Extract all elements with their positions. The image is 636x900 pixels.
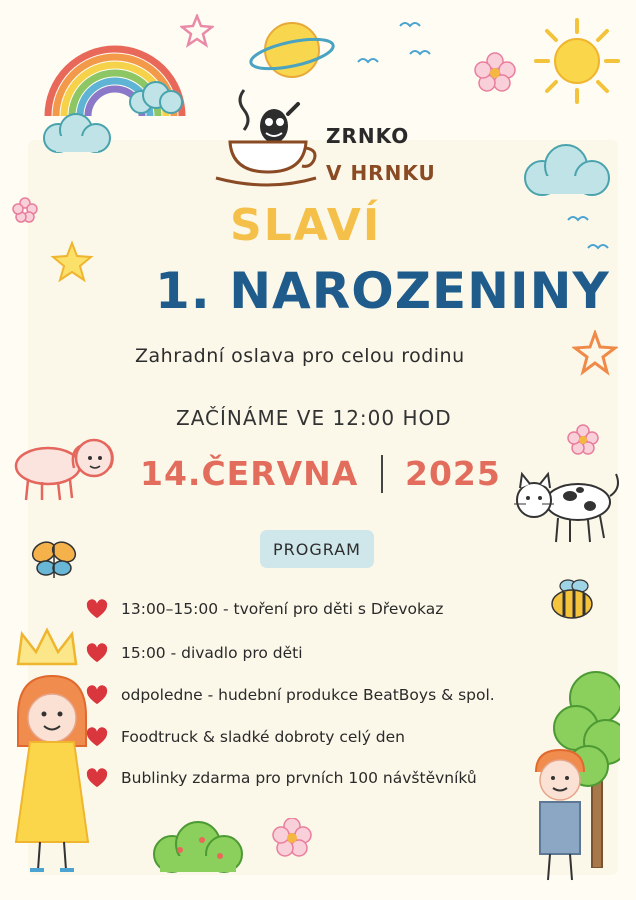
program-item-text: Bublinky zdarma pro prvních 100 návštěvníků <box>121 769 477 787</box>
butterfly-icon <box>30 534 78 586</box>
cat-icon <box>500 462 620 550</box>
event-year: 2025 <box>405 454 501 493</box>
date-divider <box>381 455 383 493</box>
planet-icon <box>248 10 336 90</box>
flower-icon <box>272 818 312 858</box>
list-item <box>86 594 443 624</box>
headline-slavi: SLAVÍ <box>230 200 382 251</box>
dog-icon <box>10 428 120 506</box>
flower-icon <box>567 424 599 456</box>
bird-icon <box>560 208 616 258</box>
cloud-icon <box>38 108 118 158</box>
bush-icon <box>150 820 246 876</box>
flower-icon <box>474 52 516 92</box>
heart-icon <box>86 598 108 620</box>
cloud-icon <box>520 140 616 206</box>
headline-narozeniny: 1. NAROZENINY <box>155 262 610 320</box>
logo-name-line2: V HRNKU <box>326 161 436 185</box>
bee-icon <box>548 576 596 622</box>
sun-icon <box>532 16 622 106</box>
cloud-icon <box>125 78 187 118</box>
flower-icon <box>12 197 38 223</box>
program-item-text: 15:00 - divadlo pro děti <box>121 644 303 662</box>
bird-icon <box>348 14 438 74</box>
list-item <box>86 680 495 710</box>
boy-icon <box>520 746 600 886</box>
program-item-text: 13:00–15:00 - tvoření pro děti s Dřevokaz <box>121 600 444 618</box>
list-item <box>86 638 303 668</box>
logo-name-line1: ZRNKO <box>326 124 410 148</box>
star-icon <box>180 14 214 48</box>
star-icon <box>50 240 94 284</box>
program-badge <box>260 530 374 568</box>
program-item-text: odpoledne - hudební produkce BeatBoys & spol. <box>121 686 495 704</box>
girl-icon <box>10 670 100 880</box>
coffee-cup-icon <box>206 86 318 192</box>
program-label: PROGRAM <box>273 539 361 559</box>
start-time: ZAČÍNÁME VE 12:00 HOD <box>176 406 452 430</box>
list-item <box>86 763 477 793</box>
star-icon <box>572 330 618 376</box>
event-date: 14.ČERVNA <box>140 454 359 493</box>
crown-icon <box>14 624 80 672</box>
program-item-text: Foodtruck & sladké dobroty celý den <box>121 728 406 746</box>
heart-icon <box>86 642 108 664</box>
subtitle: Zahradní oslava pro celou rodinu <box>135 345 465 367</box>
list-item <box>86 722 405 752</box>
